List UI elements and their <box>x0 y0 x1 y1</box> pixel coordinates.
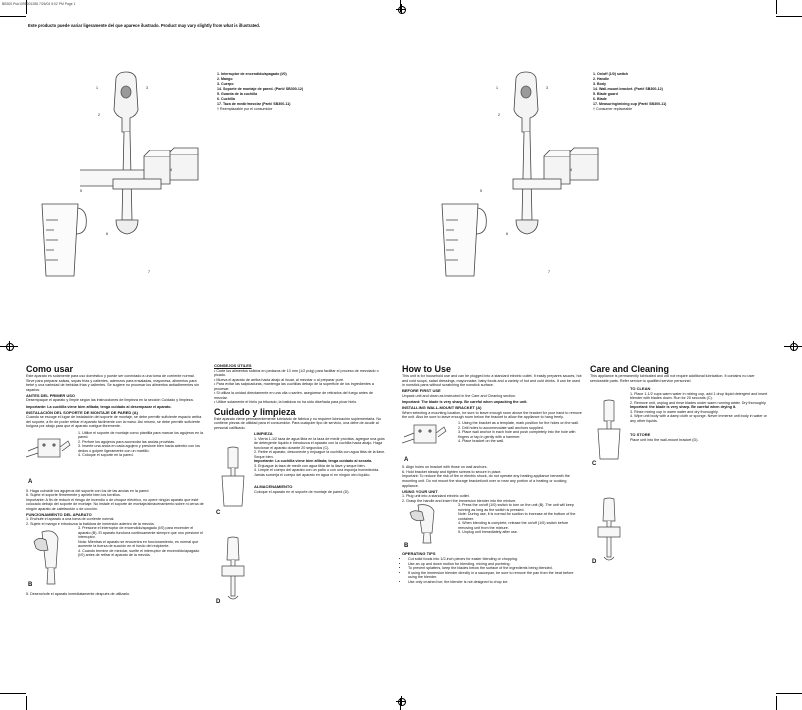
paragraph: Cuando se escoge el lugar de instalación del soporte de montaje, se debe permitir suficiente espacio arriba del soporte, a fin de poder retirar el aparato fácilmente con la mano. Así mismo, se debe permitir suficiente holgura por abajo para que el aparato cuelgue libremente. <box>26 415 202 429</box>
callout-7: 7 <box>548 270 550 274</box>
figure-c-cleaning <box>218 446 248 508</box>
column-como-usar <box>26 364 204 597</box>
paragraph: Desempaque el aparato y limpie según las instrucciones de limpieza en la sección Cuidado y limpieza. <box>26 398 194 403</box>
crop-mark <box>776 696 777 710</box>
part-item: 14. Soporte de montaje de pared. (Part# SB300-12) <box>217 87 304 91</box>
subheading: FUNCIONAMIENTO DEL APARATO <box>26 511 92 517</box>
part-item: 5. Guarda de la cuchilla <box>217 92 258 96</box>
callout-2: 2 <box>498 113 500 117</box>
step: 4. Wipe unit body with a damp cloth or sponge. Never immerse unit body in water or any other liquids. <box>630 414 767 423</box>
tip: • Corte los alimentos sólidos en pedazos de 13 mm (1/2 pulg) para facilitar el proceso de mezclado o picado. <box>214 368 379 378</box>
tip: • Si utiliza la unidad directamente en una olla o sartén, asegúrese de retirarlos del fuego antes de mezclar. <box>214 391 373 400</box>
step: 3. Presione el interruptor de encendido/apagado (I/0) para encender el aparato (B). El aparato funciona continuamente siempre que uno presione el interruptor. <box>78 526 204 540</box>
part-item: 6. Cuchilla <box>217 97 235 101</box>
part-item: 3. Body <box>593 82 606 86</box>
subheading: INSTALLING WALL-MOUNT BRACKET (A) <box>402 405 482 411</box>
step: 1. Enchufe el aparato a una toma de corriente normal. <box>26 517 115 522</box>
subheading: ALMACENAMIENTO <box>254 484 293 490</box>
step: 4. Place bracket on the wall. <box>458 439 505 444</box>
callout-6: 6 <box>106 232 108 236</box>
blender-diagram-en <box>480 70 600 280</box>
crop-mark <box>0 16 26 17</box>
tip: • Para evitar las salpicaduras, mantenga las cuchillas debajo de la superficie de los ingredientes a procesar. <box>214 382 374 391</box>
part-item: 17. Measuring/mixing cup (Part# SB300-11) <box>593 102 667 106</box>
tip: • Use an up and down motion for blending, mixing and puréeing. <box>408 562 582 567</box>
paragraph: Este aparato es solamente para uso doméstico y puede ser conectado a una toma de corriente normal. Sirve para preparar salsas, sopas frías y calientes, aderezos para ensaladas, mayonesa, alimentos para bebé y una variedad de bebidas frías y calientes. Se sugiere no procesar los alimentos antiadherentes sin rayarlos. <box>26 374 200 392</box>
parts-list-es <box>217 72 303 112</box>
callout-4: 4 <box>170 168 172 172</box>
registration-mark-icon <box>788 341 798 351</box>
part-item: 1. Interruptor de encendido/apagado (I/0) <box>217 72 287 76</box>
tips-list <box>402 557 582 584</box>
column-how-to-use <box>402 364 582 584</box>
figure-label: B <box>28 582 33 589</box>
tip: • Cut solid foods into 1/2-inch pieces for easier blending or chopping. <box>408 557 582 562</box>
callout-7: 7 <box>148 270 150 274</box>
base-en <box>512 178 562 190</box>
part-item: 1. On/off (1/0) switch <box>593 72 629 76</box>
parts-note: † Consumer replaceable <box>593 107 633 111</box>
figure-a-wall-mount <box>26 433 72 483</box>
step: 5. Align holes on bracket with those on wall anchors. <box>402 465 488 470</box>
step: 4. Cuando termine de mezclar, suelte el interruptor de encendido/apagado (I/0) antes de retirar el aparato de la mezcla. <box>78 548 200 558</box>
part-item: 5. Blade guard <box>593 92 618 96</box>
figure-c-cleaning <box>594 399 624 461</box>
step: 6. Sujete el soporte firmemente y apriete bien los tornillos. <box>26 493 121 498</box>
subheading: TO CLEAN <box>630 386 651 392</box>
registration-mark-icon <box>396 696 406 706</box>
part-item: 14. Wall-mount bracket. (Part# SB300-12) <box>593 87 663 91</box>
section-title: Cuidado y limpieza <box>214 406 296 417</box>
step: 1. Plug unit into a standard electric outlet. <box>402 494 470 499</box>
step: 1. Vierta 1-1/2 taza de agua tibia en la taza de medir provista, agregue una gota de detergente líquido e introduzca el aparato con la cuchilla hacia abajo. Haga funcionar el aparato durante 20 segundos (C). <box>254 436 385 450</box>
step: 4. Limpie el cuerpo del aparato con un paño o con una esponja humedecida. Jamás sumerja el cuerpo del aparato en agua ni en ningún otro líquido. <box>254 468 380 477</box>
callout-5: 5 <box>80 189 82 193</box>
blender-diagram-es <box>80 70 200 280</box>
section-title: Care and Cleaning <box>590 364 670 374</box>
subheading: ANTES DEL PRIMER USO <box>26 392 76 398</box>
column-cuidado <box>214 364 386 608</box>
figure-label: B <box>404 543 409 550</box>
callout-4: 4 <box>570 168 572 172</box>
callout-1: 1 <box>496 86 498 90</box>
step: 6. Hold bracket steady and tighten screws to secure in place. <box>402 469 502 474</box>
step: 2. Perfore los agujeros para acomodar las anclas provistas. <box>78 439 176 444</box>
paragraph: When selecting a mounting location, be sure to leave enough room above the bracket for your hand to remove the unit. Also be sure to leave enough room below the bracket to allow the appliance to hang freely. <box>402 410 582 420</box>
parts-list-en <box>593 72 666 112</box>
paragraph: Unpack unit and clean as instructed in the Care and Cleaning section. <box>402 393 516 398</box>
tip: • Utilice solamente el hielo ya triturado; la batidora no ha sido diseñada para picar hielo. <box>214 400 358 405</box>
figure-b-hand-operating <box>404 503 448 545</box>
disclaimer: Este producto puede variar ligeramente del que aparece ilustrado. Product may vary slightly from what is illustrated. <box>28 23 261 28</box>
step: 1. Place 1-1/2 cups warm water in mixing cup, add 1 drop liquid detergent and insert blender with blades down. Run for 20 seconds (C). <box>630 391 768 401</box>
tip: • Use only crushed ice; the blender is not designed to chop ice. <box>408 580 582 585</box>
subheading: LIMPIEZA <box>254 430 273 436</box>
callout-1: 1 <box>96 86 98 90</box>
callout-2: 2 <box>98 113 100 117</box>
registration-mark-icon <box>4 341 14 351</box>
figure-label: C <box>592 461 597 468</box>
figure-b-hand-operating <box>28 528 72 588</box>
note: Note: During use, it is normal for suction to increase at the bottom of the container. <box>458 512 576 521</box>
part-item: 2. Mango <box>217 77 233 81</box>
step: 5. Unplug unit immediately after use. <box>458 530 518 535</box>
figure-label: C <box>216 509 221 516</box>
step: 1. Utilice el soporte de montaje como plantilla para marcar los agujeros en la pared. <box>78 430 204 440</box>
crop-mark <box>26 696 27 710</box>
crop-mark <box>776 0 777 14</box>
crop-mark <box>776 693 802 694</box>
figure-label: A <box>404 457 409 464</box>
callout-5: 5 <box>480 189 482 193</box>
step: 3. Rinse mixing cup in warm water and dry thoroughly. <box>630 409 719 414</box>
step: 3. Inserte una ancla en cada agujero y presione bien hacia adentro con los dedos o golpee ligeramente con un martillo. <box>78 444 200 453</box>
tip: • If using the immersion blender directly in a saucepan, be sure to remove the pan from the heat before using the blender. <box>408 571 582 580</box>
step: 2. Sujete el mango e introduzca la batidora de inmersión adentro de la mezcla. <box>26 521 155 526</box>
step: 5. Desenchufe el aparato inmediatamente después de utilizarlo. <box>26 592 131 597</box>
parts-note: † Reemplazable por el consumidor <box>217 107 273 111</box>
subheading: TO STORE <box>630 432 651 438</box>
step: 1. Using the bracket as a template, mark position for the holes on the wall. <box>458 421 579 426</box>
callout-6: 6 <box>506 232 508 236</box>
part-item: 6. Blade <box>593 97 607 101</box>
step: 2. Grasp the handle and insert the immersion blender into the mixture. <box>402 498 517 503</box>
important-note: Importante: La cuchilla viene bien afilada; tenga cuidado al desempacar el aparato. <box>26 404 172 409</box>
tip: • To prevent splatters, keep the blades below the surface of the ingredients being blended. <box>408 566 582 571</box>
important-note: Importante: A fin de reducir el riesgo de incendio o de choque eléctrico, no opere ningún aparato que esté colocado debajo del soporte de montaje. No instale el soporte de montaje/almacenamiento sobre ni cerca de ningún aparato de calefacción o de cocción. <box>26 497 204 511</box>
step: 4. When blending is complete, release the on/off (1/0) switch before removing unit from the mixture. <box>458 521 569 530</box>
important-note: Importante: La cuchilla viene bien afilada; tenga cuidado al secarla. <box>254 459 373 464</box>
subheading: CONSEJOS ÚTILES <box>214 363 252 368</box>
step: Place unit into the wall-mount bracket (D). <box>630 438 699 443</box>
paragraph: Este aparato viene permanentemente lubricado de fábrica y no requiere lubricación suplementaria. No contiene piezas de utilidad para el consumidor. Para cualquier tipo de servicio, una debe de acudir al personal calificado. <box>214 416 382 430</box>
part-item: 2. Handle <box>593 77 609 81</box>
part-item: 3. Cuerpo <box>217 82 234 86</box>
section-title: Como usar <box>26 364 74 374</box>
step: 4. Coloque el soporte en la pared. <box>78 453 134 458</box>
important-note: Important: the blade is very sharp. Be careful when drying it. <box>630 405 737 410</box>
subheading: INSTALACIÓN DEL SOPORTE DE MONTAJE DE PARED (A) <box>26 409 138 415</box>
important-note: Important: The blade is very sharp. Be careful when unpacking the unit. <box>402 399 528 404</box>
section-title: How to Use <box>402 364 452 374</box>
note: Nota: Mientras el aparato se encuentra en funcionamiento, es normal que aumente la fuerza de succión en el fondo del recipiente. <box>78 539 199 549</box>
figure-d-storage <box>218 536 248 608</box>
figure-label: D <box>592 559 597 566</box>
crop-mark <box>0 693 26 694</box>
step: 5. Haga coincidir los agujeros del soporte con los de las anclas en la pared. <box>26 488 150 493</box>
step: 3. Place wall anchor in each hole and push completely into the hole with fingers or tap in gently with a hammer. <box>458 430 576 439</box>
tip: • Mueva el aparato de arriba hacia abajo al licuar, al mezclar o al preparar puré. <box>214 377 345 382</box>
part-item: 17. Taza de medir/mezclar (Part# SB300-11) <box>217 102 291 106</box>
subheading: OPERATING TIPS <box>402 551 436 557</box>
callout-3: 3 <box>146 86 148 90</box>
figure-a-wall-mount <box>402 421 448 464</box>
base-es <box>112 178 162 190</box>
measuring-cup-es <box>38 200 90 280</box>
paragraph: This unit is for household use and can be plugged into a standard electric outlet. It easily prepares sauces, hot and cold soups, salad dressings, mayonnaise, baby foods and a variety of hot and cold drinks. It can be used in nonstick pans without scratching the nonstick surface. <box>402 374 582 388</box>
step: 2. Drill holes to accommodate wall anchors supplied. <box>458 425 544 430</box>
step: 3. Press the on/off (1/0) switch to turn on the unit (B). The unit will keep running as long as the switch is pressed. <box>458 503 574 512</box>
figure-d-storage <box>594 497 624 569</box>
step: Coloque el aparato en el soporte de montaje de pared (D). <box>254 490 350 495</box>
subheading: USING YOUR UNIT <box>402 488 438 494</box>
important-note: Important: To reduce the risk of fire or electric shock, do not operate any heating appliance beneath the mounting unit. Do not mount the storage bracket/unit over or near any portion of a heating or cooking appliance. <box>402 474 570 488</box>
paragraph: This appliance is permanently lubricated and will not require additional lubrication. It contains no user serviceable parts. Refer service to qualified service personnel. <box>590 374 755 383</box>
step: 3. Enjuague la taza de medir con agua tibia de la llave y seque bien. <box>254 463 366 468</box>
callout-3: 3 <box>546 86 548 90</box>
measuring-cup-en <box>438 200 490 280</box>
step: 2. Retire el aparato, desconecte y enjuague la cuchilla con agua tibia de la llave. Seque bien. <box>254 450 386 459</box>
column-care <box>590 364 770 587</box>
registration-mark-icon <box>396 4 406 14</box>
print-header: BB300.Pub1098001288 7/26/04 5:02 PM Page 1 <box>2 2 76 6</box>
step: 2. Remove unit, unplug and rinse blades under warm running water. Dry thoroughly. <box>630 400 767 405</box>
figure-label: A <box>28 478 33 485</box>
crop-mark <box>776 16 802 17</box>
figure-label: D <box>216 598 221 605</box>
subheading: BEFORE FIRST USE <box>402 388 441 394</box>
